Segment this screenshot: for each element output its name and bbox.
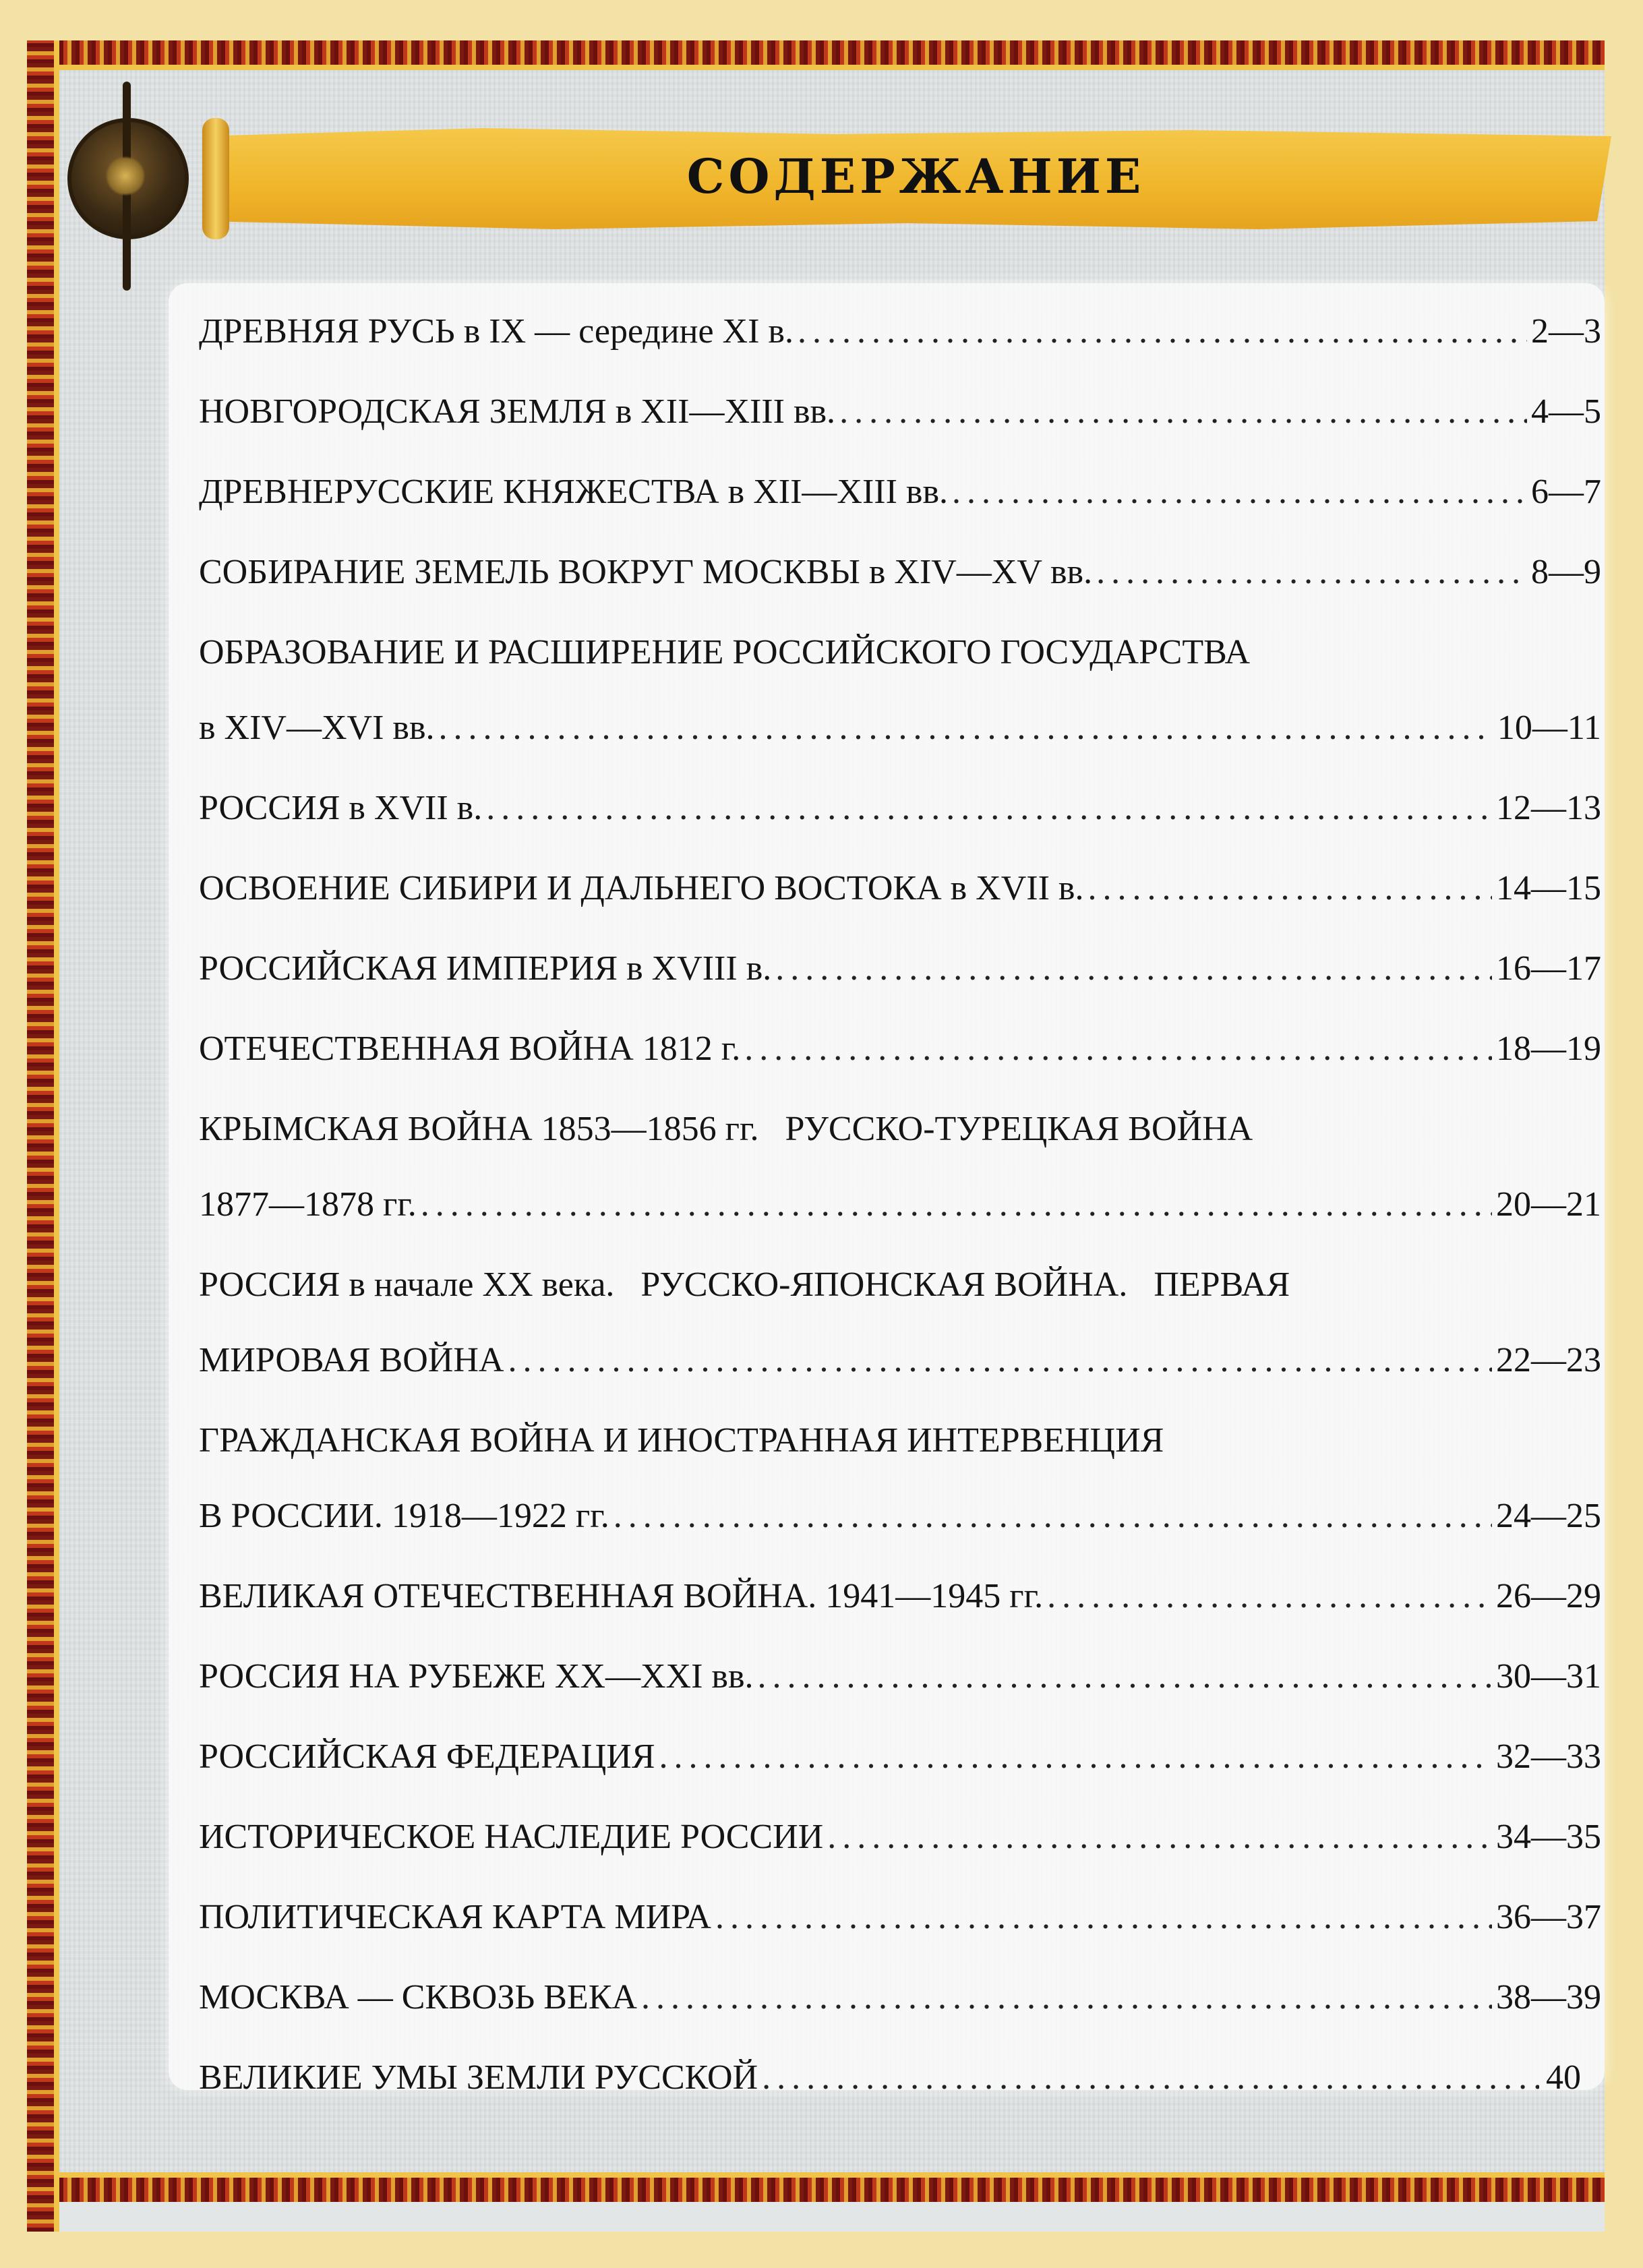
toc-entry[interactable] xyxy=(199,1636,1601,1717)
toc-entry-pages: 18—19 xyxy=(1496,1029,1601,1068)
toc-entry-pages: 36—37 xyxy=(1496,1898,1601,1936)
toc-leader-dots xyxy=(744,1009,1492,1089)
toc-entry-pages: 24—25 xyxy=(1496,1497,1601,1535)
toc-entry[interactable] xyxy=(199,1717,1601,1797)
toc-leader-dots xyxy=(614,1476,1492,1556)
toc-entry-title: РОССИЙСКАЯ ИМПЕРИЯ в XVIII в. xyxy=(199,949,772,988)
toc-entry-title: СОБИРАНИЕ ЗЕМЕЛЬ ВОКРУГ МОСКВЫ в XIV—XV вв. xyxy=(199,553,1093,591)
toc-entry-title: ИСТОРИЧЕСКОЕ НАСЛЕДИЕ РОССИИ xyxy=(199,1818,824,1856)
toc-leader-dots xyxy=(758,1636,1492,1717)
toc-entry[interactable] xyxy=(199,1877,1601,1957)
toc-leader-dots xyxy=(798,291,1527,371)
toc-entry-title: в XIV—XVI вв. xyxy=(199,709,435,747)
toc-entry-title: НОВГОРОДСКАЯ ЗЕМЛЯ в XII—XIII вв. xyxy=(199,392,836,431)
toc-entry[interactable] xyxy=(199,612,1601,768)
toc-entry[interactable] xyxy=(199,1957,1601,2037)
toc-leader-dots xyxy=(439,688,1493,768)
toc-entry-pages: 32—33 xyxy=(1496,1737,1601,1776)
toc-leader-dots xyxy=(1096,532,1527,612)
toc-entry[interactable] xyxy=(199,2037,1601,2118)
toc-entry-pages: 12—13 xyxy=(1496,789,1601,827)
toc-entry-title: РОССИЯ НА РУБЕЖЕ XX—XXI вв. xyxy=(199,1657,754,1696)
ornamental-border-left xyxy=(27,40,54,2232)
toc-entry-pages: 14—15 xyxy=(1496,869,1601,907)
toc-leader-dots xyxy=(839,371,1527,452)
toc-leader-dots xyxy=(641,1957,1492,2037)
toc-entry[interactable] xyxy=(199,1089,1601,1245)
toc-leader-dots xyxy=(827,1797,1492,1877)
toc-leader-dots xyxy=(508,1320,1492,1400)
toc-leader-dots xyxy=(775,928,1492,1009)
toc-entry-title: ДРЕВНЯЯ РУСЬ в IX — середине XI в. xyxy=(199,312,794,351)
toc-entry-pages: 38—39 xyxy=(1496,1978,1601,2017)
toc-entry-pages: 20—21 xyxy=(1496,1185,1601,1224)
toc-leader-dots xyxy=(715,1877,1492,1957)
toc-entry[interactable] xyxy=(199,371,1601,452)
ornamental-border-bottom xyxy=(27,2178,1605,2202)
toc-leader-dots xyxy=(952,452,1527,532)
table-of-contents xyxy=(199,291,1601,2118)
toc-entry[interactable] xyxy=(199,452,1601,532)
toc-entry-title: 1877—1878 гг. xyxy=(199,1185,417,1224)
toc-entry[interactable] xyxy=(199,291,1601,371)
toc-leader-dots xyxy=(421,1164,1492,1245)
toc-entry-pages: 26—29 xyxy=(1496,1577,1601,1615)
toc-entry[interactable] xyxy=(199,1245,1601,1400)
toc-entry-pages: 30—31 xyxy=(1496,1657,1601,1696)
toc-entry-pages: 4—5 xyxy=(1531,392,1601,431)
toc-entry-pages: 8—9 xyxy=(1531,553,1601,591)
toc-entry-title: РОССИЙСКАЯ ФЕДЕРАЦИЯ xyxy=(199,1737,655,1776)
toc-entry-title-line1: КРЫМСКАЯ ВОЙНА 1853—1856 гг. РУССКО-ТУРЕЦКАЯ ВОЙНА xyxy=(199,1110,1253,1148)
toc-entry[interactable] xyxy=(199,768,1601,848)
toc-entry[interactable] xyxy=(199,1400,1601,1556)
toc-entry[interactable] xyxy=(199,1009,1601,1089)
toc-entry[interactable] xyxy=(199,1797,1601,1877)
toc-entry-pages: 40 xyxy=(1546,2058,1581,2097)
toc-entry-title: РОССИЯ в XVII в. xyxy=(199,789,483,827)
toc-entry-title: ОТЕЧЕСТВЕННАЯ ВОЙНА 1812 г. xyxy=(199,1029,741,1068)
toc-entry[interactable] xyxy=(199,1556,1601,1636)
toc-entry-pages: 10—11 xyxy=(1497,709,1601,747)
toc-entry-title: ОСВОЕНИЕ СИБИРИ И ДАЛЬНЕГО ВОСТОКА в XVII в. xyxy=(199,869,1084,907)
toc-entry-title: ДРЕВНЕРУССКИЕ КНЯЖЕСТВА в XII—XIII вв. xyxy=(199,473,948,511)
toc-entry-title-line1: ОБРАЗОВАНИЕ И РАСШИРЕНИЕ РОССИЙСКОГО ГОСУДАРСТВА xyxy=(199,633,1251,672)
toc-entry[interactable] xyxy=(199,848,1601,928)
page-title: СОДЕРЖАНИЕ xyxy=(686,148,1145,204)
toc-leader-dots xyxy=(486,768,1492,848)
toc-entry-title: ВЕЛИКИЕ УМЫ ЗЕМЛИ РУССКОЙ xyxy=(199,2058,758,2097)
toc-leader-dots xyxy=(1087,848,1492,928)
toc-entry[interactable] xyxy=(199,532,1601,612)
toc-entry-pages: 16—17 xyxy=(1496,949,1601,988)
toc-entry[interactable] xyxy=(199,928,1601,1009)
toc-entry-title-line1: РОССИЯ в начале XX века. РУССКО-ЯПОНСКАЯ ВОЙНА. ПЕРВАЯ xyxy=(199,1265,1290,1304)
toc-leader-dots xyxy=(762,2037,1539,2118)
toc-leader-dots xyxy=(1047,1556,1492,1636)
toc-entry-title: ВЕЛИКАЯ ОТЕЧЕСТВЕННАЯ ВОЙНА. 1941—1945 гг. xyxy=(199,1577,1044,1615)
toc-entry-title: МИРОВАЯ ВОЙНА xyxy=(199,1341,504,1379)
toc-entry-pages: 2—3 xyxy=(1531,312,1601,351)
toc-entry-pages: 6—7 xyxy=(1531,473,1601,511)
toc-entry-pages: 34—35 xyxy=(1496,1818,1601,1856)
toc-entry-title: ПОЛИТИЧЕСКАЯ КАРТА МИРА xyxy=(199,1898,711,1936)
toc-leader-dots xyxy=(659,1717,1492,1797)
ornamental-border-top xyxy=(27,40,1605,65)
toc-entry-title: МОСКВА — СКВОЗЬ ВЕКА xyxy=(199,1978,637,2017)
toc-entry-title: В РОССИИ. 1918—1922 гг. xyxy=(199,1497,609,1535)
toc-entry-title-line1: ГРАЖДАНСКАЯ ВОЙНА И ИНОСТРАННАЯ ИНТЕРВЕНЦИЯ xyxy=(199,1421,1164,1460)
toc-entry-pages: 22—23 xyxy=(1496,1341,1601,1379)
